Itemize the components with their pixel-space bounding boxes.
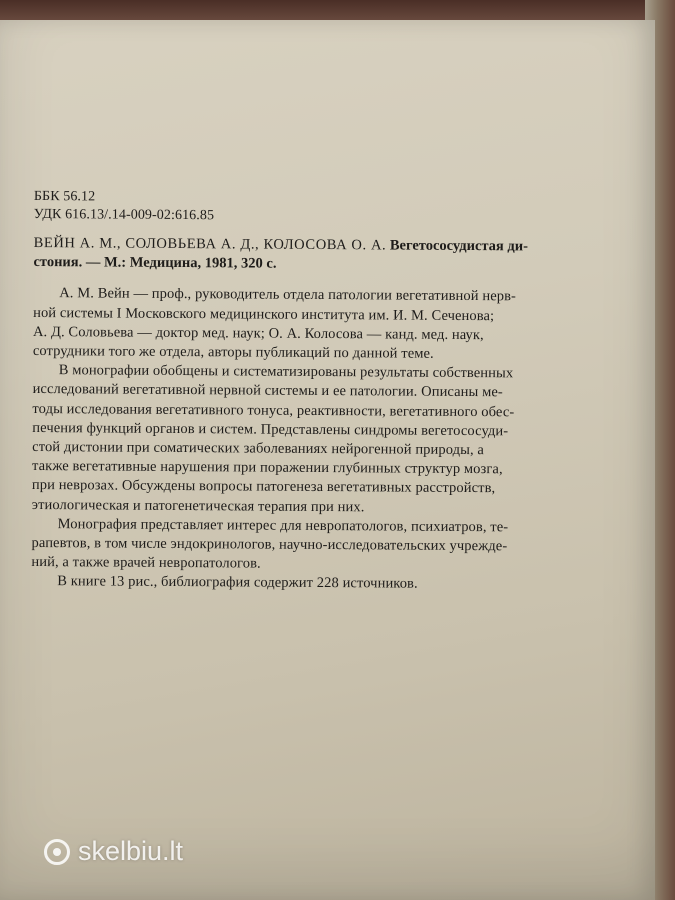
page-text: [31, 188, 674, 596]
citation-title: Вегетососудистая ди-: [389, 237, 529, 255]
text-line: также вегетативные нарушения при поражении глубинных структур мозга,: [32, 458, 503, 478]
text-line: В книге 13 рис., библиография содержит 228 источников.: [57, 573, 418, 593]
paragraph-summary: [32, 361, 673, 519]
text-line: тоды исследования вегетативного тонуса, реактивности, вегетативного обес-: [32, 400, 515, 420]
citation-title-cont: стония. — М.: Медицина, 1981, 320 с.: [33, 254, 277, 272]
text-line: рапевтов, в том числе эндокринологов, научно-исследовательских учрежде-: [31, 535, 508, 555]
udk-code: УДК 616.13/.14-009-02:616.85: [33, 206, 215, 224]
text-line: А. Д. Соловьева — доктор мед. наук; О. А. Колосова — канд. мед. наук,: [32, 323, 484, 343]
text-line: Монография представляет интерес для невропатологов, психиатров, те-: [57, 516, 509, 536]
text-line: В монографии обобщены и систематизированы результаты собственных: [58, 362, 514, 382]
paragraph-audience: [31, 515, 671, 577]
text-line: печения функций органов и систем. Представлены синдромы вегетососуди-: [32, 419, 509, 440]
citation-authors: ВЕЙН А. М., СОЛОВЬЕВА А. Д., КОЛОСОВА О. А.: [33, 234, 387, 254]
paragraph-authors-info: [33, 284, 674, 365]
text-line: сотрудники того же отдела, авторы публикаций по данной теме.: [32, 343, 434, 362]
text-line: А. М. Вейн — проф., руководитель отдела патологии вегетативной нерв-: [59, 285, 517, 305]
skelbiu-logo-icon: [44, 839, 70, 865]
watermark-text: skelbiu.lt: [78, 836, 184, 866]
text-line: ной системы I Московского медицинского института им. И. М. Сеченова;: [33, 304, 495, 324]
text-line: этиологическая и патогенетическая терапия при них.: [31, 496, 365, 515]
text-line: ний, а также врачей невропатологов.: [31, 554, 261, 572]
watermark: [44, 836, 183, 867]
text-line: исследований вегетативной нервной системы и ее патологии. Описаны ме-: [32, 381, 503, 401]
bbk-code: ББК 56.12: [33, 188, 96, 205]
text-line: стой дистонии при соматических заболеваниях нейрогенной природы, а: [32, 439, 485, 459]
text-line: при неврозах. Обсуждены вопросы патогенеза вегетативных расстройств,: [31, 477, 496, 497]
